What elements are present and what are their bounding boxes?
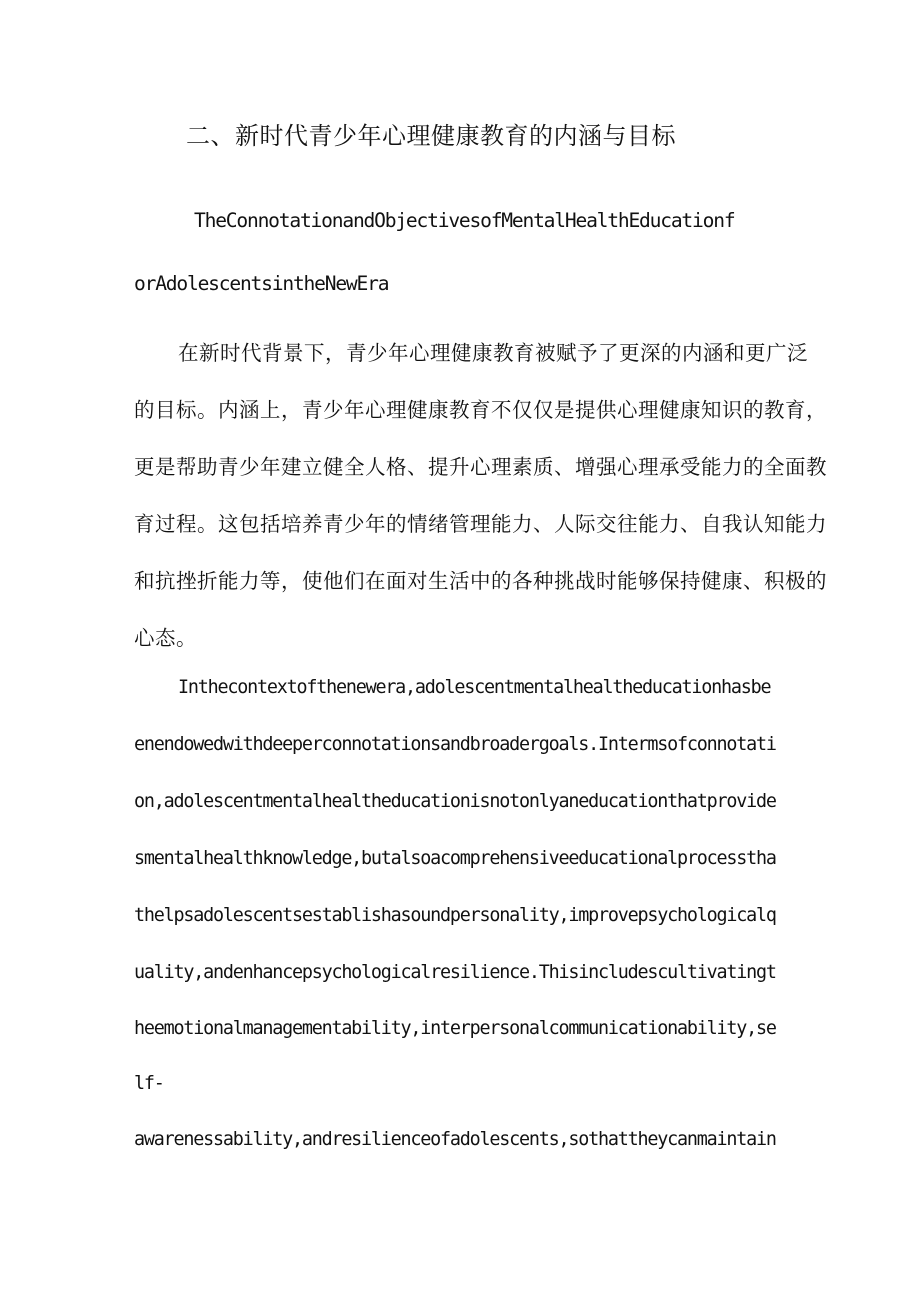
chinese-paragraph-line-6: 心态。 <box>134 626 197 650</box>
chinese-paragraph-line-5: 和抗挫折能力等，使他们在面对生活中的各种挑战时能够保持健康、积极的 <box>134 569 827 593</box>
chinese-paragraph-line-3: 更是帮助青少年建立健全人格、提升心理素质、增强心理承受能力的全面教 <box>134 455 827 479</box>
english-paragraph-line-6: uality,andenhancepsychologicalresilience.Thisincludescultivatingt <box>134 962 776 983</box>
english-title-line-2: orAdolescentsintheNewEra <box>134 272 389 295</box>
chinese-paragraph-line-1: 在新时代背景下，青少年心理健康教育被赋予了更深的内涵和更广泛 <box>178 341 808 365</box>
english-paragraph-line-4: smentalhealthknowledge,butalsoacomprehensiveeducationalprocesstha <box>134 848 776 869</box>
english-paragraph-line-5: thelpsadolescentsestablishasoundpersonality,improvepsychologicalq <box>134 905 776 926</box>
english-paragraph-line-8: lf- <box>134 1073 164 1094</box>
chinese-paragraph-line-4: 育过程。这包括培养青少年的情绪管理能力、人际交往能力、自我认知能力 <box>134 512 827 536</box>
section-heading: 二、新时代青少年心理健康教育的内涵与目标 <box>186 122 676 150</box>
english-paragraph-line-3: on,adolescentmentalhealtheducationisnotonlyaneducationthatprovide <box>134 791 776 812</box>
chinese-paragraph-line-2: 的目标。内涵上，青少年心理健康教育不仅仅是提供心理健康知识的教育， <box>134 398 827 422</box>
english-paragraph-line-1: Inthecontextofthenewera,adolescentmentalhealtheducationhasbe <box>178 677 771 698</box>
english-paragraph-line-2: enendowedwithdeeperconnotationsandbroadergoals.Intermsofconnotati <box>134 734 776 755</box>
english-title-line-1: TheConnotationandObjectivesofMentalHealthEducationf <box>194 209 735 232</box>
english-paragraph-line-9: awarenessability,andresilienceofadolescents,sothattheycanmaintain <box>134 1129 776 1150</box>
english-paragraph-line-7: heemotionalmanagementability,interpersonalcommunicationability,se <box>134 1018 776 1039</box>
